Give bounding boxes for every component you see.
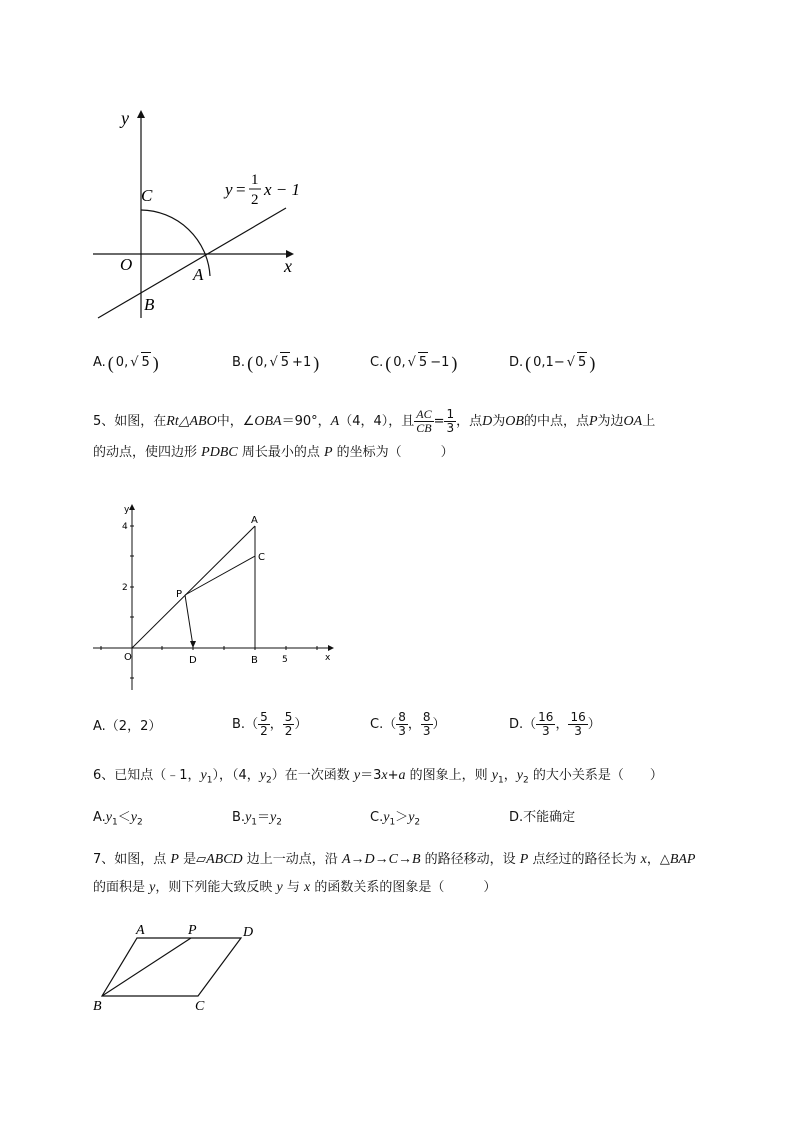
q6-text: ）在一次函数 xyxy=(271,768,354,783)
paren-open: （ xyxy=(523,716,537,732)
q6-sub: 2 xyxy=(266,775,272,786)
option-letter: D. xyxy=(509,716,524,732)
option-value: 0, xyxy=(255,354,268,370)
label-A: A xyxy=(136,923,145,938)
q7-text: ，△ xyxy=(646,852,670,867)
q5-line-1 xyxy=(93,408,655,435)
q7-var: x xyxy=(640,852,647,867)
tick-label-4: 4 xyxy=(122,522,128,532)
option-suffix: −1 xyxy=(430,354,450,370)
q7-text: 的面积是 xyxy=(93,880,150,895)
frac-num: 16 xyxy=(538,710,554,724)
paren-open: ( xyxy=(107,352,114,373)
q4-option-c[interactable] xyxy=(370,352,457,373)
q6-sub: 1 xyxy=(497,775,504,786)
label-y: y xyxy=(124,505,130,515)
q5-var: OBA xyxy=(254,413,282,429)
q6-option-a[interactable] xyxy=(93,808,143,833)
q5-text: 的动点，使四边形 xyxy=(93,445,202,460)
q7-var: y xyxy=(276,880,283,895)
q4-option-b[interactable] xyxy=(232,352,319,373)
var-y: y xyxy=(270,810,277,825)
option-value: （2，2） xyxy=(105,719,162,734)
q6-text: ＝3 xyxy=(360,768,382,783)
paren-close: ) xyxy=(589,352,596,373)
q6-text: 的大小关系是（ ） xyxy=(528,768,663,783)
frac-num: 8 xyxy=(398,710,406,724)
sqrt-radicand: 5 xyxy=(141,352,151,373)
option-suffix: +1 xyxy=(292,354,312,370)
label-P: P xyxy=(176,589,183,600)
var-y: y xyxy=(383,810,390,825)
paren-close: ) xyxy=(451,352,458,373)
q4-option-a[interactable] xyxy=(93,352,159,373)
paren-close: ） xyxy=(587,716,601,732)
arrow-D xyxy=(190,641,196,648)
paren-open: ( xyxy=(247,352,254,373)
eq-rest: x − 1 xyxy=(264,180,301,199)
q7-text: 点经过的路径长为 xyxy=(528,852,641,867)
option-letter: A. xyxy=(93,354,106,370)
sub: 1 xyxy=(251,817,258,828)
q6-text: ， xyxy=(503,768,517,783)
q5-text: 为 xyxy=(492,413,506,429)
label-P: P xyxy=(188,923,197,938)
q5-text: 的中点，点 xyxy=(523,413,589,429)
var-y: y xyxy=(130,810,137,825)
frac-den: 3 xyxy=(574,724,582,738)
frac-den: 3 xyxy=(422,724,431,738)
label-x: x xyxy=(325,653,331,663)
label-D: D xyxy=(189,655,197,666)
frac-num: AC xyxy=(416,407,432,421)
fraction xyxy=(258,711,270,738)
tick-label-2: 2 xyxy=(122,583,128,593)
sqrt-radicand: 5 xyxy=(280,352,290,373)
figure-3-parallelogram xyxy=(88,918,268,1018)
relation: ＞ xyxy=(395,810,409,825)
q5-option-b[interactable] xyxy=(232,711,307,738)
label-O: O xyxy=(124,652,132,663)
q7-var: P xyxy=(519,852,529,867)
q5-var: Rt△ABO xyxy=(166,413,217,429)
label-x-axis: x xyxy=(284,256,292,276)
option-value: 不能确定 xyxy=(523,810,576,825)
sqrt-symbol: √ xyxy=(407,354,416,370)
option-letter: D. xyxy=(509,354,524,370)
var-y: y xyxy=(408,810,415,825)
relation: ＜ xyxy=(117,810,131,825)
q6-text: 的图象上，则 xyxy=(405,768,492,783)
q5-option-c[interactable] xyxy=(370,711,446,738)
q5-text: 周长最小的点 xyxy=(237,445,324,460)
q6-var: y xyxy=(259,768,266,783)
eq-y: y xyxy=(225,180,233,199)
sub: 2 xyxy=(276,817,282,828)
option-letter: C. xyxy=(370,354,384,370)
label-O: O xyxy=(120,255,133,274)
q5-text: 为边 xyxy=(597,413,624,429)
label-C: C xyxy=(258,552,265,563)
q6-sub: 1 xyxy=(206,775,213,786)
q7-text: 7、如图，点 xyxy=(93,852,171,867)
eq-numerator: 1 xyxy=(251,172,259,188)
paren-close: ) xyxy=(313,352,320,373)
parallelogram-ABCD xyxy=(102,938,241,996)
q5-var: PDBC xyxy=(201,445,238,460)
frac-num: 5 xyxy=(284,710,293,724)
q4-option-d[interactable] xyxy=(509,352,595,373)
segment-PC xyxy=(185,556,255,595)
q5-text: 5、如图，在 xyxy=(93,413,167,429)
frac-num: 1 xyxy=(446,407,455,421)
q6-var: y xyxy=(491,768,498,783)
q5-option-d[interactable] xyxy=(509,711,601,738)
segment-PD xyxy=(185,595,193,646)
frac-den: 3 xyxy=(398,724,406,738)
option-letter: B. xyxy=(232,716,246,732)
frac-num: 5 xyxy=(260,710,268,724)
q7-text: 的路径移动，设 xyxy=(420,852,520,867)
q7-text: 与 xyxy=(282,880,304,895)
paren-close: ） xyxy=(432,716,446,732)
q6-option-d[interactable] xyxy=(509,808,575,828)
frac-den: 2 xyxy=(284,724,293,738)
tick-label-5: 5 xyxy=(282,655,288,665)
q5-text: 中，∠ xyxy=(216,413,255,429)
q5-option-a[interactable] xyxy=(93,717,161,737)
q6-option-c[interactable] xyxy=(370,808,420,833)
fraction xyxy=(421,711,433,738)
q6-var: y xyxy=(353,768,361,783)
segment-OA xyxy=(132,526,255,648)
q7-var: x xyxy=(303,880,311,895)
option-letter: A. xyxy=(93,719,106,734)
label-C: C xyxy=(141,186,153,205)
sub: 1 xyxy=(389,817,396,828)
frac-den: 3 xyxy=(541,724,550,738)
label-A: A xyxy=(251,515,258,526)
sqrt-symbol: √ xyxy=(269,354,278,370)
q6-text: ），（4， xyxy=(212,768,260,783)
x-axis-arrow xyxy=(328,645,334,651)
q6-var: y xyxy=(516,768,523,783)
figure-2-triangle-graph xyxy=(88,500,348,695)
relation: ＝ xyxy=(257,810,271,825)
option-value: 0, xyxy=(115,354,129,370)
label-y-axis: y xyxy=(121,108,129,128)
comma: ， xyxy=(269,716,283,732)
label-B: B xyxy=(93,999,102,1014)
q6-var: y xyxy=(200,768,207,783)
q7-text: 边上一动点，沿 xyxy=(242,852,342,867)
paren-open: （ xyxy=(383,716,397,732)
q5-text: （4，4），且 xyxy=(339,413,415,429)
option-letter: D. xyxy=(509,810,524,825)
q6-var: a xyxy=(398,768,406,783)
q6-text: + xyxy=(387,768,399,783)
frac-num: 8 xyxy=(422,710,431,724)
option-value: 0,1− xyxy=(533,354,565,370)
q5-equals: = xyxy=(433,413,445,429)
q7-text: ，则下列能大致反映 xyxy=(155,880,277,895)
q5-var: OA xyxy=(623,413,643,429)
sqrt-radicand: 5 xyxy=(418,352,428,373)
eq-denominator: 2 xyxy=(251,192,259,208)
var-y: y xyxy=(245,810,252,825)
fraction xyxy=(568,711,587,738)
q6-option-b[interactable] xyxy=(232,808,282,833)
q6-var: x xyxy=(381,768,388,783)
frac-den: 2 xyxy=(260,724,268,738)
sqrt-radicand: 5 xyxy=(577,352,587,373)
q6-text: 6、已知点（﹣1， xyxy=(93,768,201,783)
q7-var: y xyxy=(149,880,156,895)
q5-line-2 xyxy=(93,443,454,463)
paren-close: ） xyxy=(294,716,308,732)
q5-var: A xyxy=(330,413,340,429)
label-A: A xyxy=(193,265,204,284)
frac-den: 3 xyxy=(446,421,455,435)
var-y: y xyxy=(105,810,113,825)
q5-var: P xyxy=(588,413,598,429)
sub: 2 xyxy=(414,817,421,828)
q5-var: OB xyxy=(505,413,524,429)
q7-var: P xyxy=(170,852,179,867)
q5-fraction-ac-cb xyxy=(414,408,433,435)
segment-BP xyxy=(102,938,191,996)
fraction xyxy=(536,711,555,738)
comma: ， xyxy=(555,716,569,732)
option-letter: B. xyxy=(232,354,246,370)
q7-var: BAP xyxy=(669,852,696,867)
frac-den: CB xyxy=(416,421,432,435)
sqrt-symbol: √ xyxy=(130,354,139,370)
q7-text: 是▱ xyxy=(178,852,207,867)
q7-line-1 xyxy=(93,850,695,870)
q7-path: A→D→C→B xyxy=(341,852,421,867)
q6-sub: 2 xyxy=(522,775,529,786)
q5-text: ，点 xyxy=(456,413,483,429)
figure-1-coordinate-graph xyxy=(88,100,318,330)
q7-var: ABCD xyxy=(206,852,243,867)
option-letter: C. xyxy=(370,716,384,732)
q5-text: 的坐标为（ ） xyxy=(332,445,454,460)
label-B: B xyxy=(144,295,155,314)
fraction xyxy=(283,711,295,738)
q5-fraction-1-3 xyxy=(444,408,456,435)
label-B: B xyxy=(251,655,258,666)
option-letter: C. xyxy=(370,810,384,825)
y-axis-arrow xyxy=(129,504,135,510)
q5-text: ＝90°， xyxy=(281,413,331,429)
paren-open: （ xyxy=(245,716,259,732)
q6-question xyxy=(93,766,663,791)
q5-var: P xyxy=(323,445,333,460)
q7-line-2 xyxy=(93,878,496,898)
q5-text: 上 xyxy=(642,413,656,429)
q5-var: D xyxy=(482,413,493,429)
option-value: 0, xyxy=(393,354,406,370)
q7-text: 的函数关系的图象是（ ） xyxy=(310,880,497,895)
paren-open: ( xyxy=(525,352,532,373)
sub: 2 xyxy=(136,817,143,828)
sub: 1 xyxy=(112,817,118,828)
eq-equals: = xyxy=(236,180,246,199)
sqrt-symbol: √ xyxy=(566,354,576,370)
paren-open: ( xyxy=(385,352,392,373)
comma: ， xyxy=(407,716,421,732)
label-D: D xyxy=(243,925,254,940)
frac-num: 16 xyxy=(570,710,586,724)
label-C: C xyxy=(195,999,205,1014)
option-letter: A. xyxy=(93,810,106,825)
option-letter: B. xyxy=(232,810,246,825)
fraction xyxy=(396,711,408,738)
paren-close: ) xyxy=(152,352,159,373)
y-axis-arrow xyxy=(137,110,145,118)
